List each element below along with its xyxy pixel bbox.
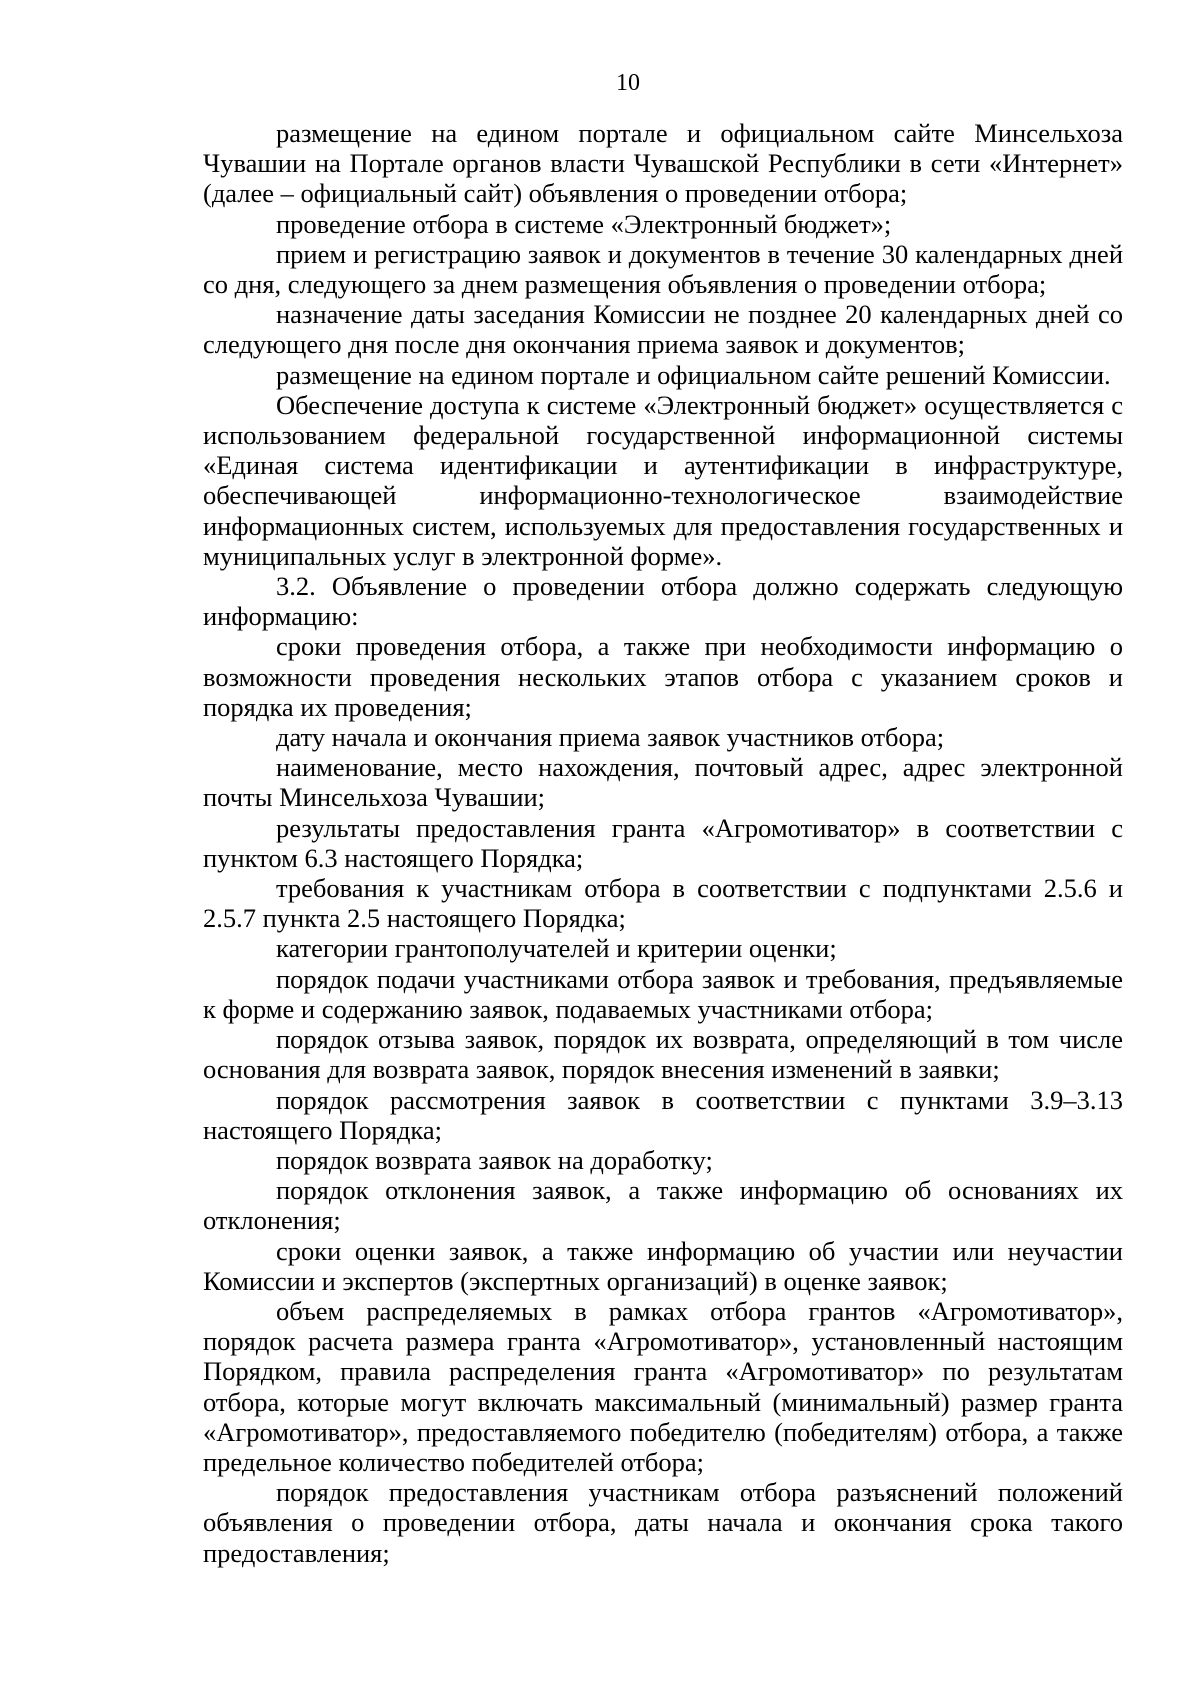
paragraph: сроки оценки заявок, а также информацию об участии или неучастии Комиссии и экспертов (экспертных организаций) в оценке заявок; <box>203 1235 1123 1296</box>
paragraph: порядок подачи участниками отбора заявок и требования, предъявляемые к форме и содержанию заявок, подаваемых участниками отбора; <box>203 963 1123 1024</box>
paragraph: требования к участникам отбора в соответствии с подпунктами 2.5.6 и 2.5.7 пункта 2.5 настоящего Порядка; <box>203 873 1123 934</box>
paragraph: порядок возврата заявок на доработку; <box>276 1144 713 1175</box>
paragraph: размещение на едином портале и официальном сайте Минсельхоза Чувашии на Портале органов власти Чувашской Республики в сети «Интернет» (далее – официальный сайт) объявления о проведении отбора; <box>203 118 1123 209</box>
paragraph: результаты предоставления гранта «Агромотиватор» в соответствии с пунктом 6.3 настоящего Порядка; <box>203 812 1123 873</box>
paragraph: объем распределяемых в рамках отбора грантов «Агромотиватор», порядок расчета размера гранта «Агромотиватор», установленный настоящим Порядком, правила распределения гранта «Агромотиватор» по результатам отбора, которые могут включать максимальный (минимальный) размер гранта «Агромотиватор», предоставляемого победителю (победителям) отбора, а также предельное количество победителей отбора; <box>203 1295 1123 1477</box>
paragraph: назначение даты заседания Комиссии не позднее 20 календарных дней со следующего дня после дня окончания приема заявок и документов; <box>203 299 1123 360</box>
paragraph: порядок отзыва заявок, порядок их возврата, определяющий в том числе основания для возврата заявок, порядок внесения изменений в заявки; <box>203 1024 1123 1085</box>
paragraph: размещение на едином портале и официальном сайте решений Комиссии. <box>276 359 1111 390</box>
paragraph: порядок отклонения заявок, а также информацию об основаниях их отклонения; <box>203 1175 1123 1236</box>
paragraph: категории грантополучателей и критерии оценки; <box>276 933 837 964</box>
paragraph: Обеспечение доступа к системе «Электронный бюджет» осуществляется с использованием федеральной государственной информационной системы «Единая система идентификации и аутентификации в инфраструктуре, обеспечивающей информационно-технологическое взаимодействие информационных систем, используемых для предоставления государственных и муниципальных услуг в электронной форме». <box>203 389 1123 571</box>
paragraph: 3.2. Объявление о проведении отбора должно содержать следующую информацию: <box>203 571 1123 632</box>
paragraph: проведение отбора в системе «Электронный бюджет»; <box>276 208 892 239</box>
paragraph: дату начала и окончания приема заявок участников отбора; <box>276 722 945 753</box>
paragraph: прием и регистрацию заявок и документов в течение 30 календарных дней со дня, следующего за днем размещения объявления о проведении отбора; <box>203 238 1123 300</box>
paragraph: порядок предоставления участникам отбора разъяснений положений объявления о проведении отбора, даты начала и окончания срока такого предоставления; <box>203 1477 1123 1568</box>
page-number: 10 <box>616 70 640 96</box>
document-body <box>203 118 1123 1568</box>
paragraph: сроки проведения отбора, а также при необходимости информацию о возможности проведения нескольких этапов отбора с указанием сроков и порядка их проведения; <box>203 631 1123 722</box>
paragraph: порядок рассмотрения заявок в соответствии с пунктами 3.9–3.13 настоящего Порядка; <box>203 1084 1123 1145</box>
paragraph: наименование, место нахождения, почтовый адрес, адрес электронной почты Минсельхоза Чувашии; <box>203 752 1123 813</box>
